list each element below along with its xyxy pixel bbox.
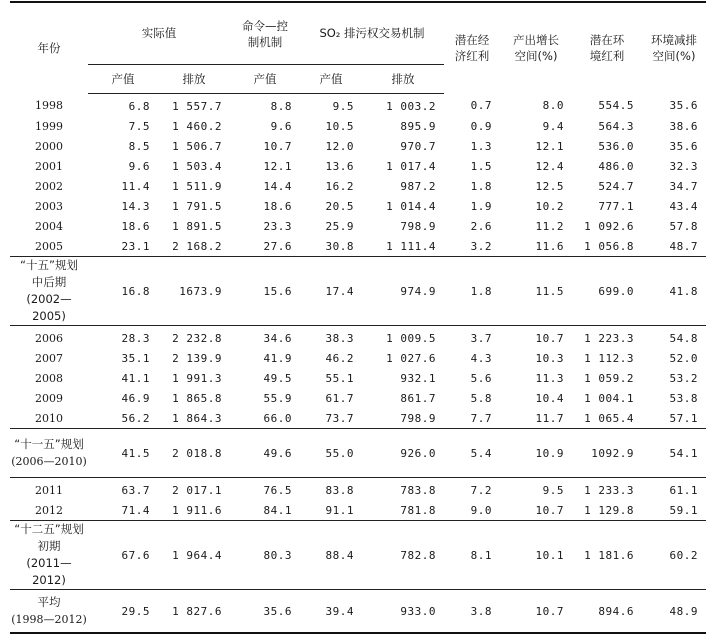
row-value: 987.2 bbox=[400, 179, 436, 193]
table-body bbox=[10, 94, 706, 634]
row-value: 486.0 bbox=[598, 159, 634, 173]
row-year: 1998 bbox=[35, 99, 63, 113]
summary-row bbox=[10, 521, 706, 590]
row-value: 1 557.7 bbox=[172, 99, 222, 113]
row-value: 554.5 bbox=[598, 99, 634, 113]
row-value: 932.1 bbox=[400, 371, 436, 385]
row-value: 9.5 bbox=[332, 99, 354, 113]
summary-row bbox=[10, 429, 706, 478]
row-value: 53.2 bbox=[669, 371, 698, 385]
header-actual: 实际值 bbox=[141, 26, 177, 40]
summary-value: 1 181.6 bbox=[572, 521, 642, 590]
header-potential-env-line2: 境红利 bbox=[589, 49, 625, 64]
header-command-line2: 制机制 bbox=[247, 34, 283, 49]
table-row bbox=[10, 500, 706, 521]
row-value: 1 009.5 bbox=[362, 326, 444, 349]
header-env-reduction-line2: 空间(%) bbox=[652, 49, 696, 64]
row-value: 16.2 bbox=[325, 179, 354, 193]
table-row bbox=[10, 216, 706, 236]
emissions-table bbox=[10, 1, 706, 634]
summary-value: 1092.9 bbox=[572, 429, 642, 478]
row-value: 14.4 bbox=[263, 179, 292, 193]
table-row bbox=[10, 408, 706, 429]
row-value: 84.1 bbox=[263, 503, 292, 517]
summary-label-line: (2002—2005) bbox=[26, 292, 72, 323]
summary-label-line: 中后期 bbox=[31, 275, 67, 289]
row-value: 1 112.3 bbox=[584, 351, 634, 365]
header-env-reduction-line1: 环境减排 bbox=[651, 33, 697, 48]
header-potential-econ-line1: 潜在经 bbox=[454, 33, 490, 48]
row-value: 11.3 bbox=[535, 371, 564, 385]
row-value: 4.3 bbox=[470, 351, 492, 365]
row-value: 38.3 bbox=[300, 326, 362, 349]
summary-value: 80.3 bbox=[230, 521, 300, 590]
row-value: 57.1 bbox=[669, 411, 698, 425]
row-value: 35.6 bbox=[669, 139, 698, 153]
header-so2: SO₂ 排污权交易机制 bbox=[319, 26, 425, 40]
summary-value: 894.6 bbox=[572, 590, 642, 634]
summary-value: 35.6 bbox=[230, 590, 300, 634]
header-output-growth-line2: 空间(%) bbox=[514, 49, 558, 64]
row-value: 23.1 bbox=[121, 239, 150, 253]
row-value: 20.5 bbox=[325, 199, 354, 213]
row-value: 34.6 bbox=[230, 326, 300, 349]
row-value: 6.8 bbox=[128, 99, 150, 113]
summary-value: 1.8 bbox=[444, 257, 500, 326]
row-value: 43.4 bbox=[669, 199, 698, 213]
summary-value: 41.8 bbox=[642, 257, 706, 326]
row-value: 9.0 bbox=[470, 503, 492, 517]
table-row bbox=[10, 236, 706, 257]
row-year: 2007 bbox=[35, 351, 63, 365]
summary-label bbox=[10, 590, 88, 634]
row-value: 25.9 bbox=[325, 219, 354, 233]
row-value: 1 503.4 bbox=[172, 159, 222, 173]
row-value: 798.9 bbox=[400, 411, 436, 425]
row-year: 2010 bbox=[35, 411, 63, 425]
row-value: 1.9 bbox=[470, 199, 492, 213]
summary-value: 699.0 bbox=[572, 257, 642, 326]
header-potential-env-line1: 潜在环 bbox=[589, 33, 625, 48]
summary-value: 60.2 bbox=[642, 521, 706, 590]
row-value: 11.2 bbox=[535, 219, 564, 233]
row-value: 1.5 bbox=[470, 159, 492, 173]
row-value: 35.6 bbox=[669, 99, 698, 113]
row-value: 12.5 bbox=[535, 179, 564, 193]
row-value: 0.9 bbox=[470, 119, 492, 133]
row-value: 1 233.3 bbox=[572, 478, 642, 501]
row-value: 1 111.4 bbox=[386, 239, 436, 253]
row-value: 1 014.4 bbox=[386, 199, 436, 213]
row-year: 2004 bbox=[35, 219, 63, 233]
summary-value: 88.4 bbox=[300, 521, 362, 590]
header-year: 年份 bbox=[37, 40, 61, 55]
row-value: 2 139.9 bbox=[172, 351, 222, 365]
row-value: 1 460.2 bbox=[172, 119, 222, 133]
row-year: 2009 bbox=[35, 391, 63, 405]
summary-label-line: 初期 bbox=[37, 539, 61, 553]
row-value: 2 232.8 bbox=[158, 326, 230, 349]
header-output-growth-line1: 产出增长 bbox=[513, 33, 559, 48]
header-command bbox=[230, 2, 300, 65]
row-value: 861.7 bbox=[400, 391, 436, 405]
row-value: 536.0 bbox=[598, 139, 634, 153]
row-value: 61.1 bbox=[642, 478, 706, 501]
header-env-reduction bbox=[642, 2, 706, 94]
row-year: 2008 bbox=[35, 371, 63, 385]
row-value: 46.2 bbox=[325, 351, 354, 365]
header-potential-econ-line2: 济红利 bbox=[454, 49, 490, 64]
summary-value: 10.1 bbox=[500, 521, 572, 590]
header-so2-output: 产值 bbox=[300, 65, 362, 94]
row-value: 9.4 bbox=[542, 119, 564, 133]
row-value: 1 129.8 bbox=[584, 503, 634, 517]
row-year: 1999 bbox=[35, 119, 63, 133]
row-value: 781.8 bbox=[400, 503, 436, 517]
row-value: 34.7 bbox=[669, 179, 698, 193]
row-value: 10.7 bbox=[535, 503, 564, 517]
row-value: 46.9 bbox=[121, 391, 150, 405]
summary-value: 41.5 bbox=[88, 429, 158, 478]
summary-label-line: “十五”规划 bbox=[20, 258, 78, 272]
row-value: 1 092.6 bbox=[584, 219, 634, 233]
row-value: 0.7 bbox=[470, 99, 492, 113]
row-value: 10.7 bbox=[263, 139, 292, 153]
row-value: 2 168.2 bbox=[172, 239, 222, 253]
row-value: 1 865.8 bbox=[172, 391, 222, 405]
row-value: 1 864.3 bbox=[172, 411, 222, 425]
summary-value: 974.9 bbox=[362, 257, 444, 326]
row-value: 23.3 bbox=[263, 219, 292, 233]
row-value: 12.4 bbox=[535, 159, 564, 173]
row-value: 49.5 bbox=[263, 371, 292, 385]
row-value: 1 791.5 bbox=[172, 199, 222, 213]
row-value: 8.5 bbox=[128, 139, 150, 153]
row-value: 9.5 bbox=[500, 478, 572, 501]
row-value: 12.0 bbox=[325, 139, 354, 153]
summary-value: 48.9 bbox=[642, 590, 706, 634]
row-value: 524.7 bbox=[598, 179, 634, 193]
summary-value: 933.0 bbox=[362, 590, 444, 634]
summary-label-line: (2006—2010) bbox=[11, 455, 87, 468]
summary-label bbox=[10, 521, 88, 590]
header-command-output: 产值 bbox=[230, 65, 300, 94]
row-value: 7.5 bbox=[128, 119, 150, 133]
summary-value: 55.0 bbox=[300, 429, 362, 478]
summary-value: 10.7 bbox=[500, 590, 572, 634]
row-year: 2012 bbox=[35, 503, 63, 517]
row-value: 27.6 bbox=[263, 239, 292, 253]
table-row bbox=[10, 326, 706, 349]
row-value: 1 027.6 bbox=[386, 351, 436, 365]
summary-value: 49.6 bbox=[230, 429, 300, 478]
row-year: 2003 bbox=[35, 199, 63, 213]
row-value: 1 056.8 bbox=[584, 239, 634, 253]
summary-label-line: “十一五”规划 bbox=[14, 437, 84, 451]
row-value: 54.8 bbox=[642, 326, 706, 349]
row-value: 1.8 bbox=[470, 179, 492, 193]
row-year: 2005 bbox=[35, 239, 63, 253]
row-value: 57.8 bbox=[669, 219, 698, 233]
row-value: 76.5 bbox=[230, 478, 300, 501]
summary-value: 1 827.6 bbox=[158, 590, 230, 634]
row-value: 11.4 bbox=[121, 179, 150, 193]
row-value: 11.7 bbox=[535, 411, 564, 425]
row-value: 30.8 bbox=[325, 239, 354, 253]
summary-label-line: “十二五”规划 bbox=[14, 522, 84, 536]
summary-row bbox=[10, 590, 706, 634]
row-value: 1 065.4 bbox=[584, 411, 634, 425]
row-value: 1 511.9 bbox=[172, 179, 222, 193]
row-value: 12.1 bbox=[263, 159, 292, 173]
summary-value: 39.4 bbox=[300, 590, 362, 634]
row-value: 1 891.5 bbox=[172, 219, 222, 233]
row-value: 1.3 bbox=[470, 139, 492, 153]
summary-value: 16.8 bbox=[88, 257, 158, 326]
row-value: 3.2 bbox=[470, 239, 492, 253]
row-value: 10.4 bbox=[535, 391, 564, 405]
row-value: 970.7 bbox=[400, 139, 436, 153]
row-value: 2 017.1 bbox=[158, 478, 230, 501]
header-potential-econ bbox=[444, 2, 500, 94]
row-value: 18.6 bbox=[263, 199, 292, 213]
row-value: 91.1 bbox=[325, 503, 354, 517]
row-year: 2006 bbox=[10, 326, 88, 349]
summary-value: 17.4 bbox=[300, 257, 362, 326]
summary-value: 29.5 bbox=[88, 590, 158, 634]
table-row bbox=[10, 478, 706, 501]
header-so2-emission: 排放 bbox=[362, 65, 444, 94]
table-row bbox=[10, 136, 706, 156]
row-value: 83.8 bbox=[300, 478, 362, 501]
row-value: 55.9 bbox=[263, 391, 292, 405]
row-year: 2011 bbox=[10, 478, 88, 501]
summary-value: 782.8 bbox=[362, 521, 444, 590]
header-actual-emission: 排放 bbox=[158, 65, 230, 94]
row-value: 1 059.2 bbox=[584, 371, 634, 385]
summary-value: 1673.9 bbox=[158, 257, 230, 326]
header-potential-env bbox=[572, 2, 642, 94]
table-row bbox=[10, 348, 706, 368]
summary-value: 8.1 bbox=[444, 521, 500, 590]
row-value: 55.1 bbox=[325, 371, 354, 385]
table-row bbox=[10, 176, 706, 196]
row-value: 1 223.3 bbox=[572, 326, 642, 349]
table-row bbox=[10, 388, 706, 408]
row-value: 18.6 bbox=[121, 219, 150, 233]
row-value: 10.5 bbox=[325, 119, 354, 133]
row-value: 1 911.6 bbox=[172, 503, 222, 517]
row-value: 7.2 bbox=[444, 478, 500, 501]
summary-label-line: (2011—2012) bbox=[26, 556, 72, 587]
header-actual-output: 产值 bbox=[88, 65, 158, 94]
header-output-growth bbox=[500, 2, 572, 94]
table-row bbox=[10, 196, 706, 216]
summary-value: 54.1 bbox=[642, 429, 706, 478]
summary-value: 2 018.8 bbox=[158, 429, 230, 478]
summary-label-line: (1998—2012) bbox=[11, 613, 87, 626]
row-year: 2001 bbox=[35, 159, 63, 173]
table-row bbox=[10, 116, 706, 136]
row-value: 59.1 bbox=[669, 503, 698, 517]
row-value: 56.2 bbox=[121, 411, 150, 425]
row-value: 5.8 bbox=[470, 391, 492, 405]
row-year: 2000 bbox=[35, 139, 63, 153]
row-value: 38.6 bbox=[669, 119, 698, 133]
row-value: 11.6 bbox=[535, 239, 564, 253]
row-value: 41.1 bbox=[121, 371, 150, 385]
row-value: 10.3 bbox=[535, 351, 564, 365]
summary-value: 1 964.4 bbox=[158, 521, 230, 590]
row-value: 3.7 bbox=[444, 326, 500, 349]
row-value: 8.0 bbox=[542, 99, 564, 113]
row-value: 895.9 bbox=[400, 119, 436, 133]
summary-value: 67.6 bbox=[88, 521, 158, 590]
row-value: 12.1 bbox=[535, 139, 564, 153]
summary-label-line: 平均 bbox=[37, 595, 61, 609]
row-value: 10.7 bbox=[500, 326, 572, 349]
row-value: 32.3 bbox=[669, 159, 698, 173]
summary-value: 15.6 bbox=[230, 257, 300, 326]
row-value: 63.7 bbox=[88, 478, 158, 501]
row-value: 783.8 bbox=[362, 478, 444, 501]
row-value: 14.3 bbox=[121, 199, 150, 213]
row-value: 1 991.3 bbox=[172, 371, 222, 385]
summary-value: 3.8 bbox=[444, 590, 500, 634]
row-value: 53.8 bbox=[669, 391, 698, 405]
summary-value: 5.4 bbox=[444, 429, 500, 478]
row-value: 798.9 bbox=[400, 219, 436, 233]
row-value: 9.6 bbox=[270, 119, 292, 133]
row-value: 777.1 bbox=[598, 199, 634, 213]
row-value: 28.3 bbox=[88, 326, 158, 349]
summary-value: 11.5 bbox=[500, 257, 572, 326]
row-value: 9.6 bbox=[128, 159, 150, 173]
row-value: 8.8 bbox=[270, 99, 292, 113]
row-value: 1 004.1 bbox=[584, 391, 634, 405]
summary-label bbox=[10, 257, 88, 326]
row-value: 564.3 bbox=[598, 119, 634, 133]
header-row-1 bbox=[10, 2, 706, 65]
row-value: 61.7 bbox=[325, 391, 354, 405]
row-value: 41.9 bbox=[263, 351, 292, 365]
row-value: 66.0 bbox=[263, 411, 292, 425]
summary-label bbox=[10, 429, 88, 478]
row-value: 48.7 bbox=[669, 239, 698, 253]
header-command-line1: 命令—控 bbox=[242, 18, 288, 33]
table-row bbox=[10, 94, 706, 117]
table-row bbox=[10, 156, 706, 176]
row-value: 7.7 bbox=[470, 411, 492, 425]
summary-row bbox=[10, 257, 706, 326]
row-year: 2002 bbox=[35, 179, 63, 193]
summary-value: 926.0 bbox=[362, 429, 444, 478]
row-value: 2.6 bbox=[470, 219, 492, 233]
row-value: 1 506.7 bbox=[172, 139, 222, 153]
row-value: 10.2 bbox=[535, 199, 564, 213]
row-value: 73.7 bbox=[325, 411, 354, 425]
row-value: 1 017.4 bbox=[386, 159, 436, 173]
summary-value: 10.9 bbox=[500, 429, 572, 478]
row-value: 71.4 bbox=[121, 503, 150, 517]
row-value: 13.6 bbox=[325, 159, 354, 173]
row-value: 35.1 bbox=[121, 351, 150, 365]
table-row bbox=[10, 368, 706, 388]
row-value: 5.6 bbox=[470, 371, 492, 385]
row-value: 1 003.2 bbox=[386, 99, 436, 113]
row-value: 52.0 bbox=[669, 351, 698, 365]
